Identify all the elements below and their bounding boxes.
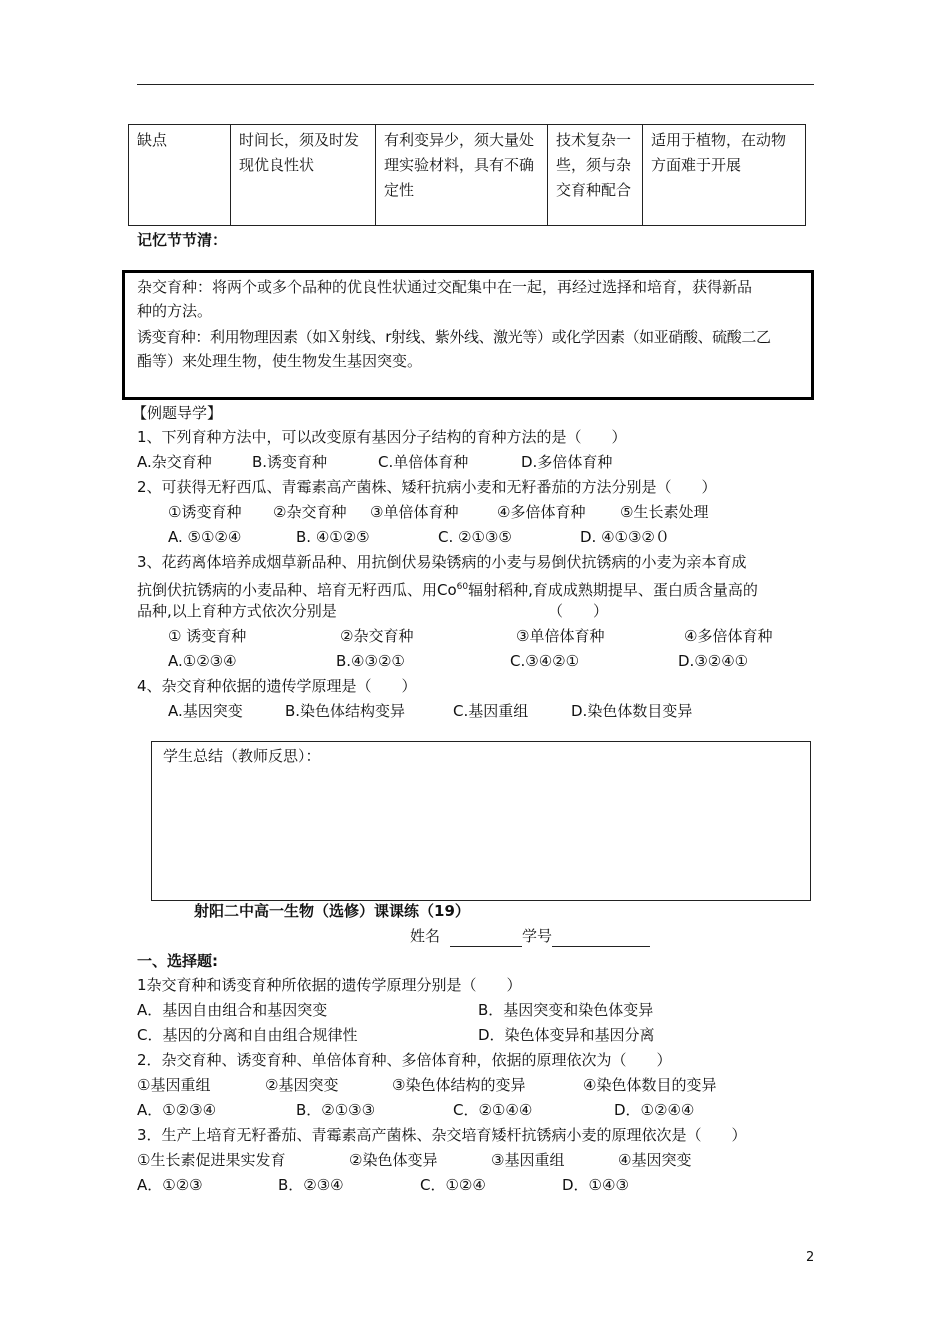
table-cell: 技术复杂一些，须与杂交育种配合 [548,125,643,226]
choice-item: ① 诱变育种 [168,627,247,645]
table-cell: 适用于植物，在动物方面难于开展 [643,125,806,226]
page-number: 2 [806,1250,815,1265]
choice-item: ②染色体变异 [349,1151,438,1169]
question-stem: 1杂交育种和诱变育种所依据的遗传学原理分别是（ ） [137,976,522,994]
choice-item: ③基因重组 [491,1151,565,1169]
option: B.④③②① [336,652,405,670]
choice-item: ④多倍体育种 [684,627,773,645]
option: C. ②①③⑤ [438,528,512,546]
memory-line: 种的方法。 [137,302,213,320]
question-stem: 抗倒伏抗锈病的小麦品种、培育无籽西瓜、用Co$^{60}$辐射稻种,育成成熟期提早、蛋白质含量高的 [137,581,758,599]
memory-heading: 记忆节节清： [137,231,228,249]
option: D. ④①③②０ [580,528,670,546]
name-id-line [410,925,650,947]
choice-item: ③单倍体育种 [370,503,459,521]
option: A.基因突变 [168,702,243,720]
option: A．①②③④ [137,1101,217,1119]
option: C.单倍体育种 [378,453,469,471]
table-row [129,125,806,226]
option: D.多倍体育种 [521,453,613,471]
id-blank[interactable] [552,930,650,947]
name-blank[interactable] [450,930,522,947]
id-label: 学号 [522,927,553,945]
option: A．基因自由组合和基因突变 [137,1001,328,1019]
option: D.③②④① [678,652,749,670]
choice-item: ③染色体结构的变异 [392,1076,526,1094]
choice-item: ④染色体数目的变异 [583,1076,717,1094]
option: C．①②④ [420,1176,486,1194]
option: B. ④①②⑤ [296,528,370,546]
table-cell: 有利变异少，须大量处理实验材料，具有不确定性 [376,125,548,226]
option: C．②①④④ [453,1101,533,1119]
header-rule [137,84,814,85]
memory-line: 诱变育种：利用物理因素（如Ｘ射线、r射线、紫外线、激光等）或化学因素（如亚硝酸、硫酸二乙 [137,328,771,346]
option: A.①②③④ [168,652,237,670]
comparison-table [128,124,806,226]
option: B.染色体结构变异 [285,702,406,720]
choice-item: ①生长素促进果实发育 [137,1151,286,1169]
option: C.基因重组 [453,702,529,720]
question-stem: 3、花药离体培养成烟草新品种、用抗倒伏易染锈病的小麦与易倒伏抗锈病的小麦为亲本育成 [137,553,747,571]
memory-line: 杂交育种：将两个或多个品种的优良性状通过交配集中在一起，再经过选择和培育，获得新品 [137,278,753,296]
question-stem: 4、杂交育种依据的遗传学原理是（ ） [137,677,417,695]
section-heading: 一、选择题: [137,952,218,970]
option: A．①②③ [137,1176,203,1194]
practice-title: 射阳二中高一生物（选修）课课练（19） [194,902,470,920]
row-label: 缺点 [129,125,231,226]
option: C．基因的分离和自由组合规律性 [137,1026,358,1044]
choice-item: ④基因突变 [618,1151,692,1169]
question-stem: 2、可获得无籽西瓜、青霉素高产菌株、矮秆抗病小麦和无籽番茄的方法分别是（ ） [137,478,717,496]
option: B.诱变育种 [252,453,328,471]
question-stem: 1、下列育种方法中，可以改变原有基因分子结构的育种方法的是（ ） [137,428,627,446]
memory-line: 酯等）来处理生物，使生物发生基因突变。 [137,352,423,370]
name-label: 姓名 [410,927,441,945]
choice-item: ②杂交育种 [340,627,414,645]
option: D.染色体数目变异 [571,702,693,720]
option: B．②③④ [278,1176,344,1194]
answer-paren: （ ） [548,602,609,620]
choice-item: ②基因突变 [265,1076,339,1094]
option: D．染色体变异和基因分离 [478,1026,655,1044]
option: D．①②④④ [614,1101,695,1119]
examples-heading: 【例题导学】 [132,404,223,422]
question-stem: 品种,以上育种方式依次分别是 [137,602,337,620]
choice-item: ①诱变育种 [168,503,242,521]
question-stem: 3．生产上培育无籽番茄、青霉素高产菌株、杂交培育矮杆抗锈病小麦的原理依次是（ ） [137,1126,747,1144]
choice-item: ④多倍体育种 [497,503,586,521]
choice-item: ②杂交育种 [273,503,347,521]
option: B．②①③③ [296,1101,376,1119]
option: C.③④②① [510,652,580,670]
choice-item: ①基因重组 [137,1076,211,1094]
table-cell: 时间长，须及时发现优良性状 [231,125,376,226]
choice-item: ③单倍体育种 [516,627,605,645]
option: B．基因突变和染色体变异 [478,1001,654,1019]
question-stem: 2．杂交育种、诱变育种、单倍体育种、多倍体育种，依据的原理依次为（ ） [137,1051,672,1069]
option: D．①④③ [562,1176,629,1194]
option: A.杂交育种 [137,453,212,471]
option: A. ⑤①②④ [168,528,242,546]
choice-item: ⑤生长素处理 [620,503,709,521]
summary-label: 学生总结（教师反思）： [163,747,321,765]
